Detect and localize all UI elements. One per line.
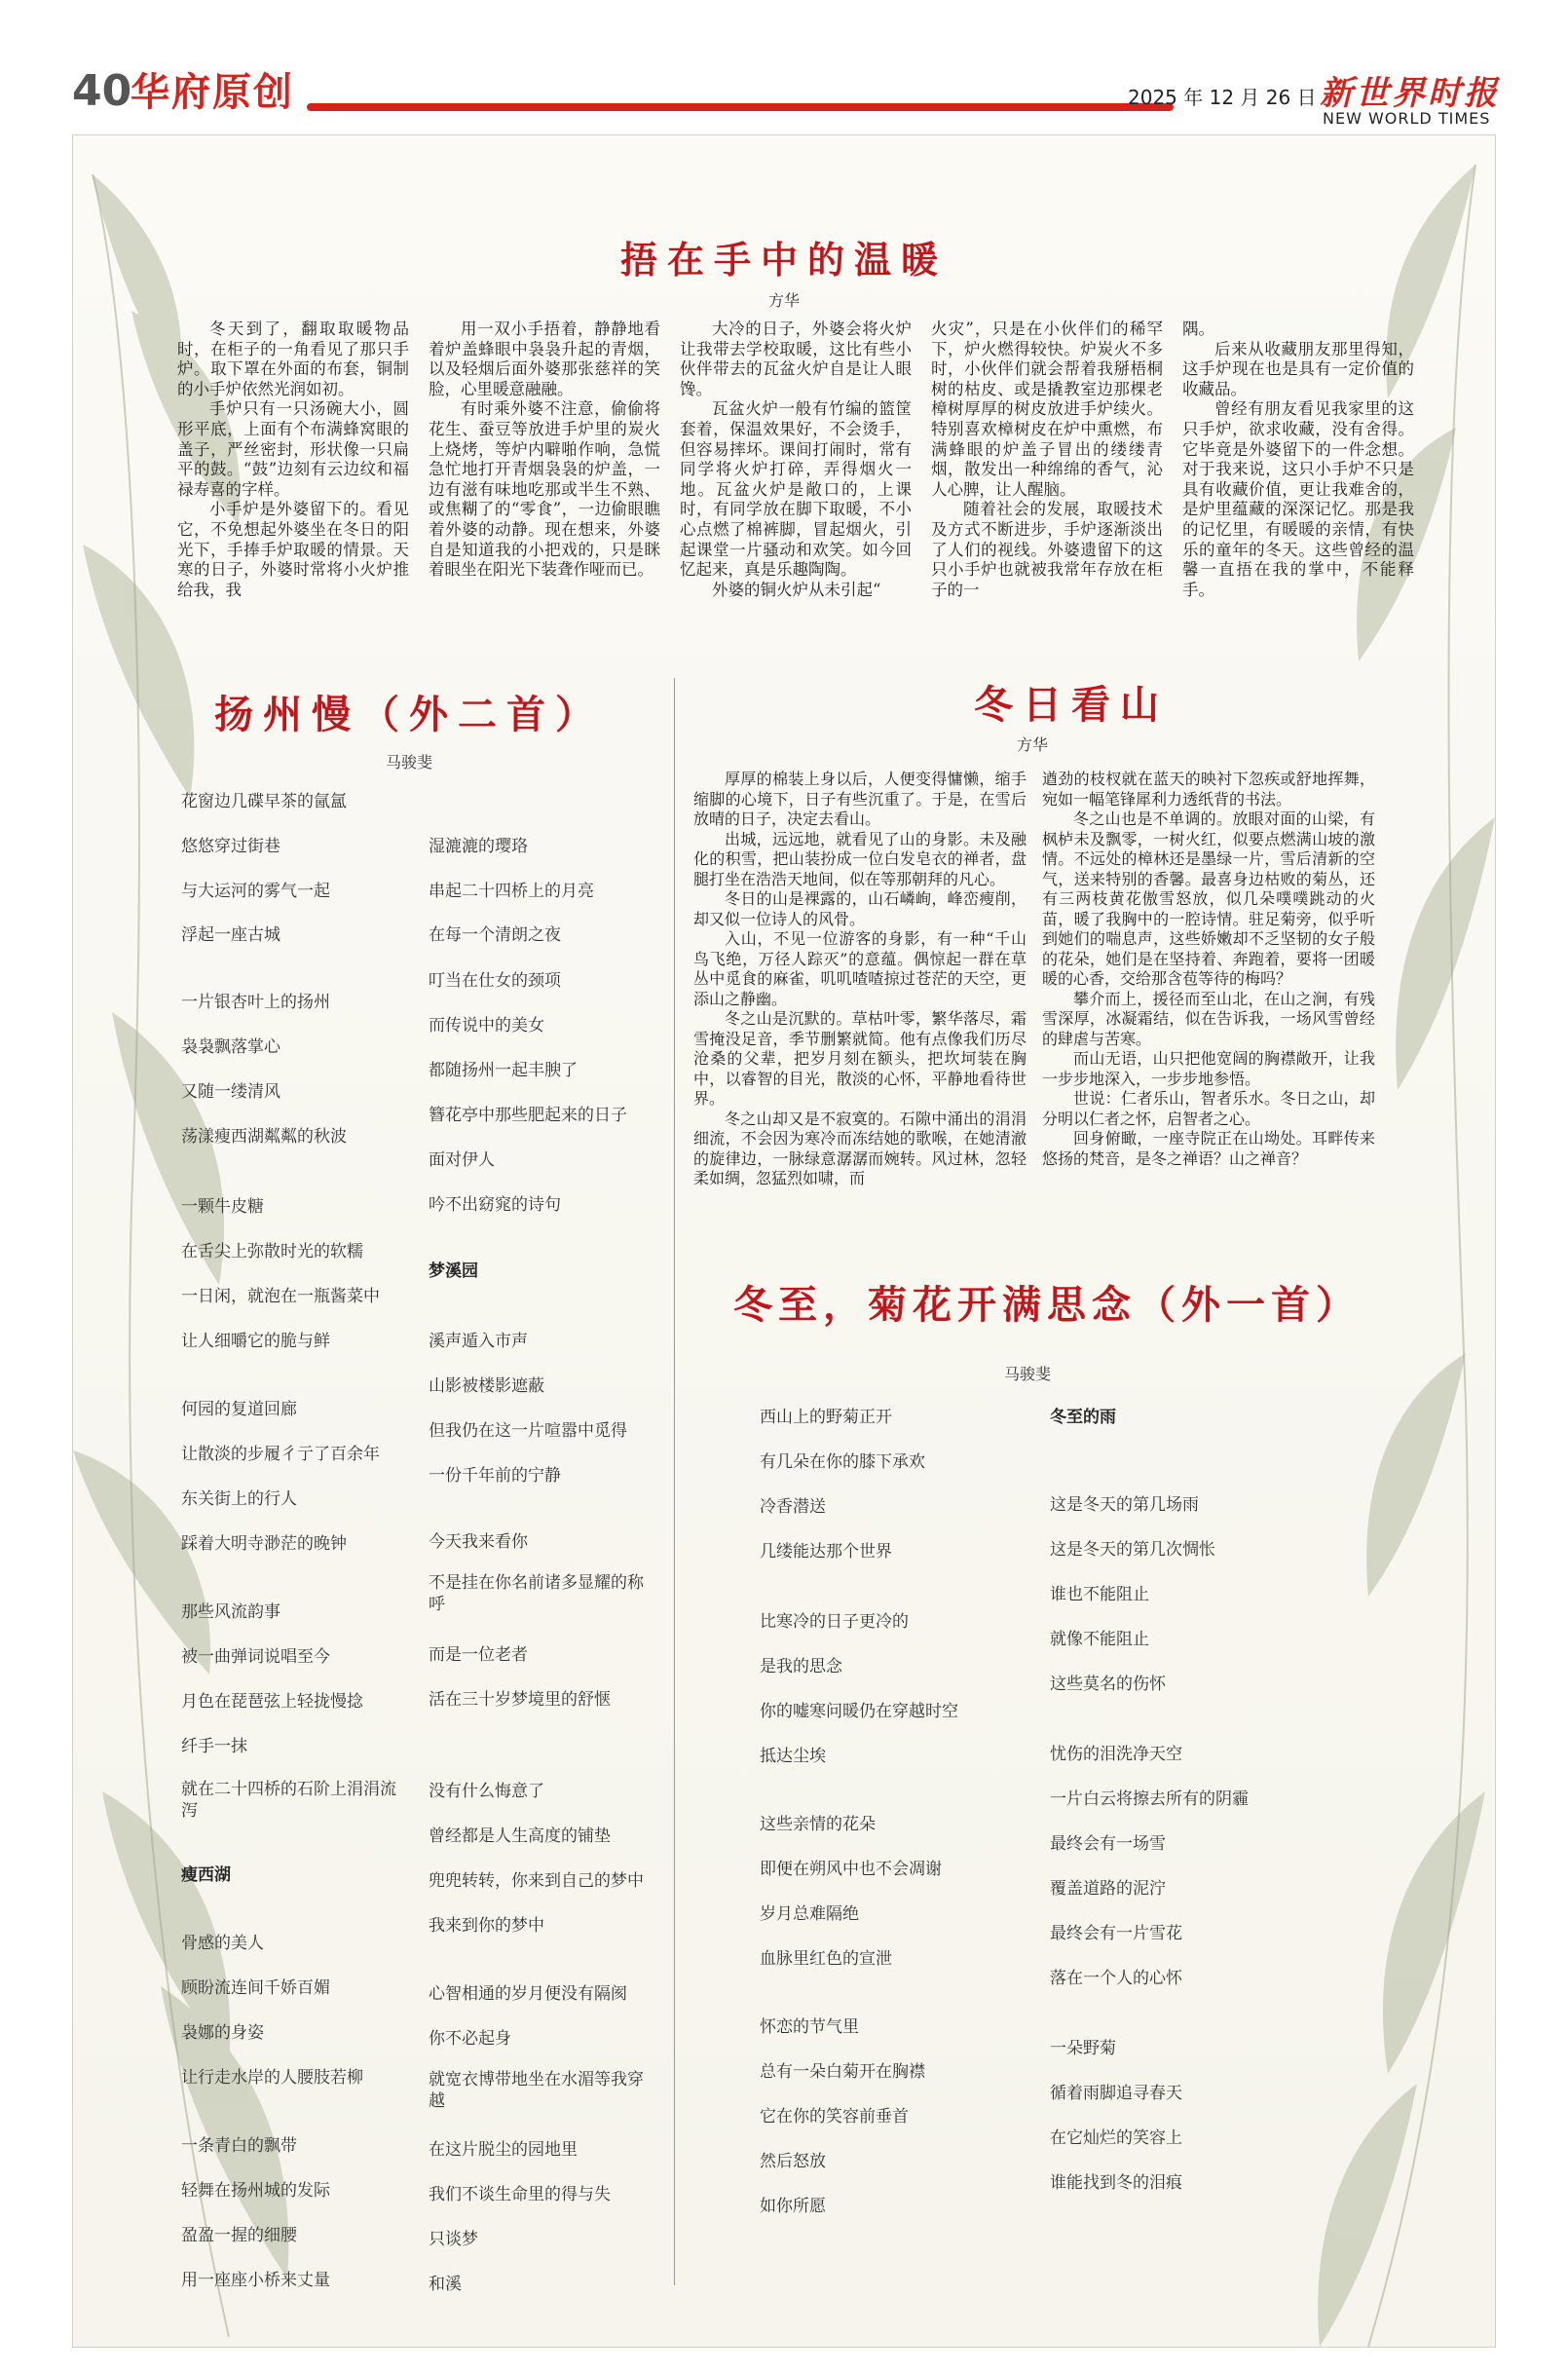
poem-line: 而传说中的美女: [429, 1016, 544, 1035]
paragraph: 而山无语，山只把他宽阔的胸襟敞开，让我一步步地深入，一步步地参悟。: [1042, 1049, 1375, 1088]
poem-line: 冷香潜送: [760, 1497, 826, 1517]
poem-line: 岁月总难隔绝: [760, 1904, 859, 1924]
paragraph: 冬天到了，翻取取暖物品时，在柜子的一角看见了那只手炉。取下罩在外面的布套，铜制的小手炉依然光润如初。: [177, 320, 409, 398]
poem-line: 这些莫名的伤怀: [1050, 1675, 1166, 1694]
paragraph: 小手炉是外婆留下的。看见它，不免想起外婆坐在冬日的阳光下，手捧手炉取暖的情景。天寒的日子，外婆时常将小火炉推给我，我: [177, 500, 409, 599]
article1-column-3: [680, 320, 912, 600]
article-author-4: 马骏斐: [1003, 1365, 1051, 1383]
poem-line: 用一座座小桥来丈量: [181, 2271, 330, 2290]
paragraph: 隅。: [1182, 320, 1214, 338]
poem-line: 串起二十四桥上的月亮: [429, 882, 594, 901]
poem-line: 而是一位老者: [429, 1645, 528, 1665]
page-header: [0, 0, 1568, 127]
poem-line: 那些风流韵事: [181, 1602, 280, 1622]
poem-line: 吟不出窈窕的诗句: [429, 1195, 561, 1215]
paragraph: 攀介而上，援径而至山北，在山之涧，有残雪深厚，冰凝霜结，似在告诉我，一场风雪曾经的肆虐与苦寒。: [1042, 989, 1375, 1048]
section-title: 华府原创: [131, 70, 294, 115]
newspaper-logo: 新世界时报: [1320, 74, 1500, 113]
poem-line: 盈盈一握的细腰: [181, 2226, 297, 2245]
poem-line: 与大运河的雾气一起: [181, 882, 330, 901]
poem-line: 没有什么悔意了: [429, 1782, 544, 1801]
poem-line: 一日闲，就泡在一瓶酱菜中: [181, 1287, 380, 1306]
article-title-4: 冬至，菊花开满思念（外一首）: [733, 1283, 1361, 1328]
article-author-3: 方华: [1016, 735, 1048, 754]
poem-line: 被一曲弹词说唱至今: [181, 1647, 330, 1667]
article1-column-4: [931, 320, 1163, 600]
poem-line: 悠悠穿过街巷: [181, 837, 280, 856]
poem-line: 就在二十四桥的石阶上涓涓流泻: [181, 1780, 396, 1821]
column-divider: [674, 678, 675, 2285]
poem-line: 这是冬天的第几场雨: [1050, 1495, 1199, 1515]
poem-line: 顾盼流连间千娇百媚: [181, 1978, 330, 1998]
poem-line: 活在三十岁梦境里的舒惬: [429, 1690, 611, 1710]
page-number: 40: [72, 66, 132, 116]
poem-line: 在它灿烂的笑容上: [1050, 2128, 1182, 2148]
poem-line: 花窗边几碟早茶的氤氲: [181, 792, 347, 811]
poem-line: 这是冬天的第几次惆怅: [1050, 1540, 1215, 1560]
paragraph: 世说：仁者乐山，智者乐水。冬日之山，却分明以仁者之怀，启智者之心。: [1042, 1089, 1375, 1128]
poem-line: 一片白云将擦去所有的阴霾: [1050, 1789, 1249, 1809]
header-rule: [307, 103, 1174, 111]
article1-column-2: [429, 320, 660, 581]
poem-line: 落在一个人的心怀: [1050, 1969, 1182, 1988]
poem-line: 就像不能阻止: [1050, 1630, 1149, 1649]
poem-line: 一片银杏叶上的扬州: [181, 993, 330, 1012]
paragraph: 手炉只有一只汤碗大小，圆形平底，上面有个布满蜂窝眼的盖子，严丝密封，形状像一只扁平的鼓。“鼓”边刻有云边纹和福禄寿喜的字样。: [177, 399, 409, 499]
poem-line: 袅袅飘落掌心: [181, 1037, 280, 1057]
poem-line: 都随扬州一起丰腴了: [429, 1061, 578, 1080]
paragraph: 冬之山却又是不寂寞的。石隙中涌出的涓涓细流，不会因为寒冷而冻结她的歌喉，在她清澈的旋律边，一脉绿意潺潺而婉转。风过林，忽轻柔如绸，忽猛烈如啸，而: [693, 1109, 1027, 1187]
poem-line: 骨感的美人: [181, 1934, 264, 1953]
paragraph: 冬之山是沉默的。草枯叶零，繁华落尽，霜雪掩没足音，季节删繁就简。他有点像我们历尽沧桑的父辈，把岁月刻在额头，把坎坷装在胸中，以睿智的目光，散淡的心怀，平静地看待世界。: [693, 1009, 1027, 1108]
poem-line: 踩着大明寺渺茫的晚钟: [181, 1534, 347, 1554]
poem-line: 月色在琵琶弦上轻拢慢捻: [181, 1692, 363, 1712]
paragraph: 曾经有朋友看见我家里的这只手炉，欲求收藏，没有舍得。它毕竟是外婆留下的一件念想。对于我来说，这只小手炉不只是具有收藏价值，更让我难舍的，是炉里蕴藏的深深记忆。那是我的记忆里，有暖暖的亲情，有快乐的童年的冬天。这些曾经的温馨一直捂在我的掌中，不能释手。: [1182, 399, 1414, 599]
poem-line: 兜兜转转，你来到自己的梦中: [429, 1871, 644, 1891]
poem-line: 你不必起身: [429, 2029, 511, 2049]
newspaper-logo-en: NEW WORLD TIMES: [1323, 109, 1491, 128]
poem-line: 和溪: [429, 2275, 462, 2294]
poem-line: 然后怒放: [760, 2152, 826, 2171]
paragraph: 用一双小手捂着，静静地看着炉盖蜂眼中袅袅升起的青烟，以及轻烟后面外婆那张慈祥的笑脸，心里暖意融融。: [429, 320, 660, 398]
poem-line: 你的嘘寒问暖仍在穿越时空: [760, 1702, 958, 1721]
poem-line: 让人细嚼它的脆与鲜: [181, 1332, 330, 1351]
poem-line: 是我的思念: [760, 1657, 842, 1676]
paragraph: 火灾”，只是在小伙伴们的稀罕下，炉火燃得较快。炉炭火不多时，小伙伴们就会帮着我掰梧桐树的枯皮、或是撬教室边那棵老樟树厚厚的树皮放进手炉续火。特别喜欢樟树皮在炉中熏燃，布满蜂眼的炉盖子冒出的缕缕青烟，散发出一种绵绵的香气，沁人心脾，让人醒脑。: [931, 320, 1163, 499]
poem-line: 就宽衣博带地坐在水湄等我穿越: [429, 2070, 644, 2111]
poem-line: 抵达尘埃: [760, 1747, 826, 1766]
poem-line: 谁能找到冬的泪痕: [1050, 2173, 1182, 2193]
poem-line: 又随一缕清风: [181, 1082, 280, 1102]
paragraph: 冬之山也是不单调的。放眼对面的山梁，有枫栌未及飘零，一树火红，似要点燃满山坡的激情。不远处的樟林还是墨绿一片，雪后清新的空气，送来特别的香馨。最喜身边枯败的菊丛，还有三两枝黄花傲雪怒放，似几朵噗噗跳动的火苗，暖了我胸中的一腔诗情。驻足菊旁，似乎听到她们的喘息声，这些娇嫩却不乏坚韧的女子般的花朵，她们是在坚持着、奔跑着，要将一团暖暖的心香，交给那含苞等待的梅吗？: [1042, 809, 1375, 988]
article1-column-1: [177, 320, 409, 600]
poem-line: 让散淡的步履彳亍了百余年: [181, 1445, 380, 1464]
poem-line: 浮起一座古城: [181, 925, 280, 945]
poem-line: 它在你的笑容前垂首: [760, 2107, 909, 2127]
poem-line: 让行走水岸的人腰肢若柳: [181, 2068, 363, 2088]
paragraph: 外婆的铜火炉从未引起“: [712, 580, 881, 599]
article3-column-1: [693, 770, 1027, 1189]
poem-line: 在舌尖上弥散时光的软糯: [181, 1242, 363, 1261]
poem-line: 忧伤的泪洗净天空: [1050, 1745, 1182, 1764]
poem-line: 一颗牛皮糖: [181, 1197, 264, 1217]
poem-line: 今天我来看你: [429, 1532, 528, 1552]
poem-line: 比寒冷的日子更冷的: [760, 1612, 909, 1632]
poem-line: 在每一个清朗之夜: [429, 925, 561, 945]
poem-line: 这些亲情的花朵: [760, 1815, 876, 1834]
poem-line: 溪声遁入市声: [429, 1332, 528, 1351]
poem-subtitle: 梦溪园: [429, 1261, 478, 1281]
paragraph: 瓦盆火炉一般有竹编的篮筐套着，保温效果好，不会烫手，但容易摔坏。课间打闹时，常有同学将火炉打碎，弄得烟火一地。瓦盆火炉是敞口的，上课时，有同学放在脚下取暖，不小心点燃了棉裤脚，冒起烟火，引起课堂一片骚动和欢笑。如今回忆起来，真是乐趣陶陶。: [680, 399, 912, 580]
poem-line: 谁也不能阻止: [1050, 1585, 1149, 1604]
poem-line: 叮当在仕女的颈项: [429, 971, 561, 991]
article-title-2: 扬州慢（外二首）: [214, 693, 604, 737]
poem-line: 不是挂在你名前诸多显耀的称呼: [429, 1573, 644, 1614]
paragraph: 入山，不见一位游客的身影，有一种“千山鸟飞绝，万径人踪灭”的意蕴。偶惊起一群在草丛中觅食的麻雀，叽叽喳喳掠过苍茫的天空，更添山之静幽。: [693, 929, 1027, 1008]
poem-line: 有几朵在你的膝下承欢: [760, 1452, 925, 1472]
poem-line: 轻舞在扬州城的发际: [181, 2181, 330, 2201]
poem-line: 在这片脱尘的园地里: [429, 2140, 578, 2160]
poem-line: 纤手一抹: [181, 1737, 247, 1756]
poem-line: 如你所愿: [760, 2197, 826, 2216]
article-title-1: 捂在手中的温暖: [619, 239, 948, 282]
article-author-1: 方华: [767, 291, 800, 310]
poem-subtitle: 瘦西湖: [181, 1865, 231, 1885]
poem-line: 但我仍在这一片喧嚣中觅得: [429, 1421, 627, 1441]
poem-line: 我来到你的梦中: [429, 1916, 544, 1936]
article1-column-5: [1182, 320, 1414, 600]
poem-line: 何园的复道回廊: [181, 1400, 297, 1419]
poem-line: 湿漉漉的璎珞: [429, 837, 528, 856]
paragraph: 大冷的日子，外婆会将火炉让我带去学校取暖，这比有些小伙伴带去的瓦盆火炉自是让人眼馋。: [680, 320, 912, 398]
poem-line: 一条青白的飘带: [181, 2136, 297, 2156]
poem-line: 袅娜的身姿: [181, 2023, 264, 2043]
poem-line: 总有一朵白菊开在胸襟: [760, 2062, 925, 2082]
paragraph: 随着社会的发展，取暖技术及方式不断进步，手炉逐渐淡出了人们的视线。外婆遗留下的这只小手炉也就被我常年存放在柜子的一: [931, 500, 1163, 599]
poem-subtitle: 冬至的雨: [1050, 1408, 1116, 1427]
poem-line: 山影被楼影遮蔽: [429, 1376, 544, 1396]
paragraph: 后来从收藏朋友那里得知，这手炉现在也是具有一定价值的收藏品。: [1182, 339, 1414, 398]
poem-line: 西山上的野菊正开: [760, 1408, 892, 1427]
poem-line: 几缕能达那个世界: [760, 1542, 892, 1562]
paragraph: 遒劲的枝杈就在蓝天的映衬下忽疾或舒地挥舞，宛如一幅笔锋犀利力透纸背的书法。: [1042, 770, 1375, 809]
poem-line: 荡漾瘦西湖粼粼的秋波: [181, 1127, 347, 1147]
poem-line: 一朵野菊: [1050, 2039, 1116, 2058]
poem-line: 即便在朔风中也不会凋谢: [760, 1860, 942, 1879]
poem-line: 最终会有一片雪花: [1050, 1924, 1182, 1943]
poem-line: 我们不谈生命里的得与失: [429, 2185, 611, 2204]
poem-line: 覆盖道路的泥泞: [1050, 1879, 1166, 1899]
poem-line: 簪花亭中那些肥起来的日子: [429, 1106, 627, 1125]
paragraph: 有时乘外婆不注意，偷偷将花生、蚕豆等放进手炉里的炭火上烧烤，等炉内噼啪作响，急慌急忙地打开青烟袅袅的炉盖，一边有滋有味地吃那或半生不熟、或焦糊了的“零食”，一边偷眼瞧着外婆的动静。现在想来，外婆自是知道我的小把戏的，只是眯着眼坐在阳光下装聋作哑而已。: [429, 399, 660, 580]
poem-line: 最终会有一场雪: [1050, 1834, 1166, 1854]
paragraph: 厚厚的棉装上身以后，人便变得慵懒，缩手缩脚的心境下，日子有些沉重了。于是，在雪后放晴的日子，决定去看山。: [693, 770, 1027, 828]
paragraph: 回身俯瞰，一座寺院正在山坳处。耳畔传来悠扬的梵音，是冬之禅语？山之禅音？: [1042, 1129, 1375, 1168]
article-title-3: 冬日看山: [974, 683, 1169, 728]
article3-column-2: [1042, 770, 1375, 1169]
poem-line: 东关街上的行人: [181, 1489, 297, 1509]
poem-line: 循着雨脚追寻春天: [1050, 2084, 1182, 2103]
paragraph: 冬日的山是裸露的，山石嶙峋，峰峦瘦削，却又似一位诗人的风骨。: [693, 889, 1027, 928]
poem-line: 面对伊人: [429, 1150, 495, 1170]
poem-line: 曾经都是人生高度的铺垫: [429, 1826, 611, 1846]
paragraph: 出城，远远地，就看见了山的身影。未及融化的积雪，把山装扮成一位白发皂衣的禅者，盘腿打坐在浩浩天地间，似在等那朝拜的凡心。: [693, 829, 1027, 888]
poem-line: 一份千年前的宁静: [429, 1466, 561, 1486]
article-author-2: 马骏斐: [385, 753, 432, 772]
poem-line: 只谈梦: [429, 2230, 478, 2249]
poem-line: 心智相通的岁月便没有隔阂: [429, 1984, 627, 2004]
issue-date: 2025 年 12 月 26 日: [1128, 86, 1317, 109]
poem-line: 怀恋的节气里: [760, 2017, 859, 2037]
poem-line: 血脉里红色的宣泄: [760, 1949, 892, 1969]
